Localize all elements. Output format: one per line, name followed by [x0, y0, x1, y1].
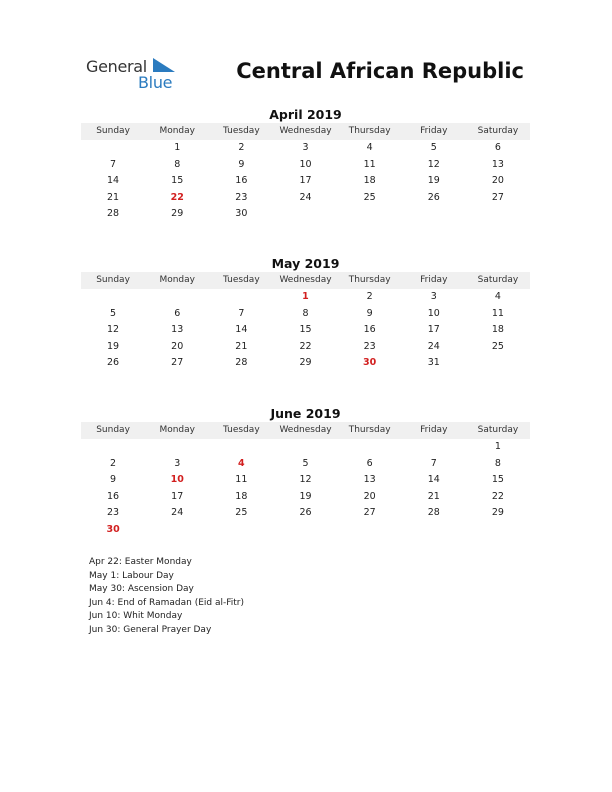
logo-triangle-icon	[153, 58, 175, 72]
day-cell: 29	[299, 357, 312, 368]
day-cell: 18	[363, 175, 376, 186]
day-cell: 11	[235, 474, 248, 485]
weekday-label: Thursday	[348, 275, 391, 285]
week-row	[81, 140, 530, 157]
day-cell: 16	[107, 490, 120, 502]
day-cell: 18	[491, 324, 504, 335]
holiday-notes	[89, 556, 244, 638]
day-cell: 26	[107, 357, 120, 368]
day-cell: 24	[427, 340, 440, 352]
day-cell: 21	[107, 191, 120, 203]
day-cell: 19	[427, 175, 440, 186]
week-row	[81, 289, 530, 306]
day-cell: 26	[299, 507, 312, 518]
logo-text-general: General	[86, 57, 147, 76]
month-title: May 2019	[271, 256, 340, 271]
day-cell: 15	[171, 175, 184, 186]
empty-day-cell	[402, 522, 466, 539]
day-cell: 23	[107, 507, 120, 518]
day-cell: 3	[302, 142, 309, 153]
day-cell: 24	[171, 507, 184, 518]
empty-day-cell	[338, 439, 402, 456]
day-cell: 16	[363, 324, 376, 335]
empty-day-cell	[273, 206, 337, 223]
weekday-label: Sunday	[96, 425, 130, 435]
weekday-label: Sunday	[96, 126, 130, 136]
holiday-day-cell: 1	[302, 291, 309, 302]
week-row	[81, 472, 530, 489]
day-cell: 12	[107, 324, 120, 335]
day-cell: 21	[235, 340, 248, 352]
empty-day-cell	[209, 522, 273, 539]
week-row	[81, 456, 530, 473]
weekday-label: Monday	[159, 126, 195, 136]
day-cell: 8	[174, 158, 181, 170]
holiday-note: Jun 30: General Prayer Day	[89, 624, 212, 635]
weekday-label: Wednesday	[279, 425, 332, 435]
weekday-label: Friday	[420, 275, 448, 285]
day-cell: 24	[299, 191, 312, 203]
empty-day-cell	[402, 206, 466, 223]
weekday-label: Saturday	[477, 126, 519, 136]
week-row	[81, 306, 530, 323]
holiday-note: Apr 22: Easter Monday	[89, 557, 192, 567]
day-cell: 20	[363, 490, 376, 502]
day-cell: 5	[302, 457, 309, 469]
holiday-note: May 30: Ascension Day	[89, 584, 194, 595]
day-cell: 31	[427, 357, 440, 368]
day-cell: 25	[363, 191, 376, 203]
day-cell: 4	[494, 291, 501, 302]
empty-day-cell	[466, 522, 530, 539]
day-cell: 17	[171, 490, 184, 502]
empty-day-cell	[145, 522, 209, 539]
week-row	[81, 522, 530, 539]
day-cell: 1	[494, 441, 501, 452]
weekday-label: Friday	[420, 425, 448, 435]
day-cell: 15	[491, 474, 504, 485]
day-cell: 27	[491, 191, 504, 203]
weekday-label: Tuesday	[223, 275, 260, 285]
day-cell: 19	[299, 490, 312, 502]
day-cell: 16	[235, 175, 248, 186]
logo-text-blue: Blue	[138, 73, 173, 92]
day-cell: 10	[299, 158, 312, 170]
day-cell: 20	[491, 175, 504, 186]
day-cell: 28	[235, 357, 248, 368]
day-cell: 14	[235, 324, 248, 335]
day-cell: 29	[491, 507, 504, 518]
day-cell: 14	[107, 175, 120, 186]
day-cell: 14	[427, 474, 440, 485]
week-row	[81, 206, 530, 223]
week-row	[81, 339, 530, 356]
empty-day-cell	[273, 439, 337, 456]
weekday-label: Sunday	[96, 275, 130, 285]
day-cell: 1	[174, 142, 181, 153]
day-cell: 9	[366, 307, 373, 319]
week-row	[81, 355, 530, 372]
holiday-day-cell: 10	[170, 474, 184, 485]
day-cell: 5	[110, 307, 117, 319]
day-cell: 7	[430, 457, 437, 469]
day-cell: 2	[110, 457, 117, 469]
week-row	[81, 489, 530, 506]
day-cell: 23	[235, 191, 248, 203]
day-cell: 20	[171, 340, 184, 352]
day-cell: 9	[238, 158, 245, 170]
month-title: April 2019	[269, 107, 342, 122]
day-cell: 8	[302, 307, 309, 319]
empty-day-cell	[273, 522, 337, 539]
empty-day-cell	[466, 355, 530, 372]
day-cell: 25	[235, 507, 248, 518]
day-cell: 5	[430, 142, 437, 153]
empty-day-cell	[145, 289, 209, 306]
day-cell: 19	[107, 340, 120, 352]
day-cell: 26	[427, 191, 440, 203]
holiday-day-cell: 4	[238, 457, 245, 469]
day-cell: 30	[235, 208, 248, 219]
day-cell: 10	[427, 307, 440, 319]
day-cell: 17	[299, 175, 312, 186]
day-cell: 28	[427, 507, 440, 518]
empty-day-cell	[145, 439, 209, 456]
day-cell: 18	[235, 490, 248, 502]
day-cell: 11	[491, 307, 504, 319]
empty-day-cell	[81, 439, 145, 456]
holiday-note: May 1: Labour Day	[89, 570, 174, 581]
holiday-note: Jun 4: End of Ramadan (Eid al-Fitr)	[89, 597, 244, 608]
holiday-day-cell: 30	[106, 523, 120, 535]
day-cell: 3	[430, 291, 437, 302]
day-cell: 8	[494, 457, 501, 469]
weekday-header	[81, 123, 530, 140]
weekday-label: Thursday	[348, 425, 391, 435]
day-cell: 27	[171, 357, 184, 368]
empty-day-cell	[466, 206, 530, 223]
week-row	[81, 439, 530, 456]
day-cell: 12	[299, 474, 312, 485]
empty-day-cell	[402, 439, 466, 456]
day-cell: 21	[427, 490, 440, 502]
weekday-label: Friday	[420, 126, 448, 136]
weekday-label: Monday	[159, 275, 195, 285]
weekday-label: Monday	[159, 425, 195, 435]
weekday-label: Saturday	[477, 425, 519, 435]
month-april	[81, 106, 530, 223]
day-cell: 11	[363, 158, 376, 170]
weekday-label: Thursday	[348, 126, 391, 136]
day-cell: 22	[491, 490, 504, 502]
empty-day-cell	[81, 289, 145, 306]
day-cell: 28	[107, 208, 120, 219]
day-cell: 27	[363, 507, 376, 518]
weekday-header	[81, 272, 530, 289]
empty-day-cell	[209, 289, 273, 306]
week-row	[81, 173, 530, 190]
empty-day-cell	[338, 206, 402, 223]
day-cell: 13	[363, 474, 376, 485]
day-cell: 7	[110, 158, 117, 170]
generalblue-logo	[86, 55, 186, 95]
month-title: June 2019	[270, 406, 341, 421]
weekday-label: Tuesday	[223, 425, 260, 435]
holiday-note: Jun 10: Whit Monday	[89, 611, 183, 622]
weekday-label: Saturday	[477, 275, 519, 285]
day-cell: 2	[366, 291, 373, 302]
day-cell: 6	[174, 307, 181, 319]
weekday-label: Tuesday	[223, 126, 260, 136]
empty-day-cell	[81, 140, 145, 157]
day-cell: 23	[363, 340, 376, 352]
month-june	[81, 405, 530, 538]
day-cell: 22	[299, 340, 312, 352]
day-cell: 17	[427, 324, 440, 335]
weekday-header	[81, 422, 530, 439]
day-cell: 7	[238, 307, 245, 319]
day-cell: 29	[171, 208, 184, 219]
day-cell: 15	[299, 324, 312, 335]
day-cell: 25	[491, 340, 504, 352]
day-cell: 13	[171, 324, 184, 335]
holiday-day-cell: 30	[363, 357, 377, 368]
day-cell: 6	[366, 457, 373, 469]
day-cell: 12	[427, 158, 440, 170]
week-row	[81, 190, 530, 207]
country-title: Central African Republic	[236, 59, 524, 83]
empty-day-cell	[209, 439, 273, 456]
day-cell: 2	[238, 142, 245, 153]
day-cell: 13	[491, 158, 504, 170]
week-row	[81, 157, 530, 174]
weekday-label: Wednesday	[279, 126, 332, 136]
day-cell: 9	[110, 474, 117, 485]
day-cell: 3	[174, 457, 181, 469]
day-cell: 4	[366, 142, 373, 153]
week-row	[81, 322, 530, 339]
week-row	[81, 505, 530, 522]
day-cell: 6	[494, 142, 501, 153]
weekday-label: Wednesday	[279, 275, 332, 285]
month-may	[81, 255, 530, 372]
holiday-day-cell: 22	[170, 191, 184, 203]
empty-day-cell	[338, 522, 402, 539]
